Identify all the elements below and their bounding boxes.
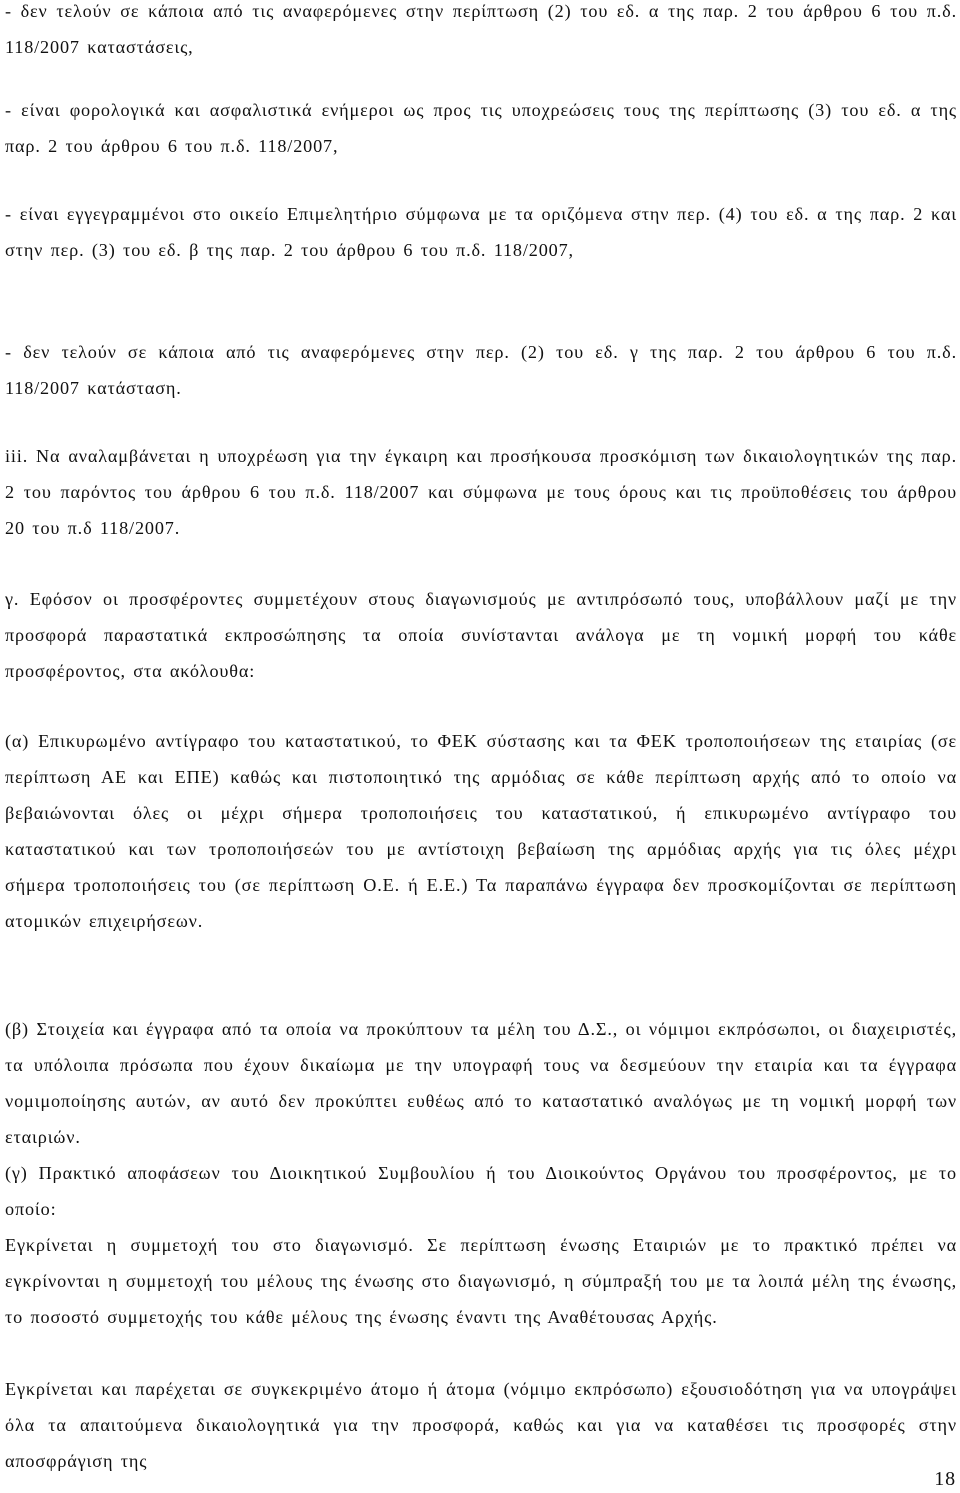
paragraph-b: (β) Στοιχεία και έγγραφα από τα οποία να προκύπτουν τα μέλη του Δ.Σ., οι νόμιμοι εκπρόσωποι, οι διαχειριστές, τα υπόλοιπα πρόσωπα που έχουν δικαίωμα με την υπογραφή τους να δεσμεύουν την εταιρία και τα έγγραφα νομιμοποίησης αυτών, αν αυτό δεν προκύπτει ευθέως από το καταστατικό αναλόγως με τη νομική μορφή των εταιριών. [5, 1019, 957, 1147]
paragraph-gamma: γ. Εφόσον οι προσφέροντες συμμετέχουν στους διαγωνισμούς με αντιπρόσωπό τους, υποβάλλουν μαζί με την προσφορά παραστατικά εκπροσώπησης τα οποία συνίστανται ανάλογα με τη νομική μορφή του κάθε προσφέροντος, στα ακόλουθα: [5, 589, 957, 681]
paragraph-dash-1: - δεν τελούν σε κάποια από τις αναφερόμενες στην περίπτωση (2) του εδ. α της παρ. 2 του άρθρου 6 του π.δ. 118/2007 καταστάσεις, [5, 1, 957, 57]
page-number: 18 [934, 1468, 956, 1490]
paragraph-dash-2: - είναι φορολογικά και ασφαλιστικά ενήμεροι ως προς τις υποχρεώσεις τους της περίπτωσης (3) του εδ. α της παρ. 2 του άρθρου 6 του π.δ. 118/2007, [5, 100, 957, 156]
paragraph-a: (α) Επικυρωμένο αντίγραφο του καταστατικού, το ΦΕΚ σύστασης και τα ΦΕΚ τροποποιήσεων της εταιρίας (σε περίπτωση ΑΕ και ΕΠΕ) καθώς και πιστοποιητικό της αρμόδιας σε κάθε περίπτωση αρχής από το οποίο να βεβαιώνονται όλες οι μέχρι σήμερα τροποποιήσεις του καταστατικού, ή επικυρωμένο αντίγραφο του καταστατικού και των τροποποιήσεών του με αντίστοιχη βεβαίωση της αρμόδιας αρχής για τις όλες μέχρι σήμερα τροποποιήσεις του (σε περίπτωση Ο.Ε. ή Ε.Ε.) Τα παραπάνω έγγραφα δεν προσκομίζονται σε περίπτωση ατομικών επιχειρήσεων. [5, 731, 957, 931]
paragraph-c: (γ) Πρακτικό αποφάσεων του Διοικητικού Συμβουλίου ή του Διοικούντος Οργάνου του προσφέροντος, με το οποίο: [5, 1163, 957, 1219]
paragraph-dash-4: - δεν τελούν σε κάποια από τις αναφερόμενες στην περ. (2) του εδ. γ της παρ. 2 του άρθρου 6 του π.δ. 118/2007 κατάσταση. [5, 342, 957, 398]
paragraph-dash-3: - είναι εγγεγραμμένοι στο οικείο Επιμελητήριο σύμφωνα με τα οριζόμενα στην περ. (4) του εδ. α της παρ. 2 και στην περ. (3) του εδ. β της παρ. 2 του άρθρου 6 του π.δ. 118/2007, [5, 204, 957, 260]
paragraph-approval-2: Εγκρίνεται και παρέχεται σε συγκεκριμένο άτομο ή άτομα (νόμιμο εκπρόσωπο) εξουσιοδότηση για να υπογράψει όλα τα απαιτούμενα δικαιολογητικά για την προσφορά, καθώς και για να καταθέσει τις προσφορές στην αποσφράγιση της [5, 1379, 957, 1471]
paragraph-approval-1: Εγκρίνεται η συμμετοχή του στο διαγωνισμό. Σε περίπτωση ένωσης Εταιριών με το πρακτικό πρέπει να εγκρίνονται η συμμετοχή του μέλους της ένωσης στο διαγωνισμό, η σύμπραξή του με τα λοιπά μέλη της ένωσης, το ποσοστό συμμετοχής του κάθε μέλους της ένωσης έναντι της Αναθέτουσας Αρχής. [5, 1235, 957, 1327]
paragraph-iii: iii. Να αναλαμβάνεται η υποχρέωση για την έγκαιρη και προσήκουσα προσκόμιση των δικαιολογητικών της παρ. 2 του παρόντος του άρθρου 6 του π.δ. 118/2007 και σύμφωνα με τους όρους και τις προϋποθέσεις του άρθρου 20 του π.δ 118/2007. [5, 446, 957, 538]
